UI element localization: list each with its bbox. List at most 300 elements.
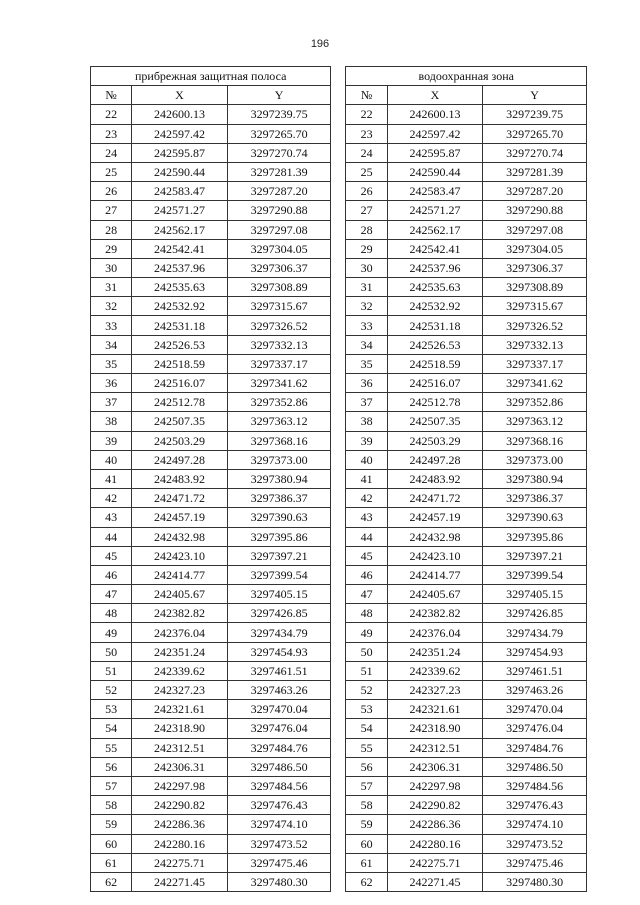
left-y-coordinate: 3297461.51 (227, 661, 331, 680)
left-y-coordinate: 3297476.04 (227, 719, 331, 738)
left-x-coordinate: 242590.44 (132, 162, 228, 181)
left-point-number: 58 (91, 796, 132, 815)
left-x-coordinate: 242503.29 (132, 431, 228, 450)
right-y-coordinate: 3297380.94 (483, 469, 587, 488)
left-y-coordinate: 3297390.63 (227, 508, 331, 527)
right-point-number: 36 (346, 374, 387, 393)
right-point-number: 24 (346, 143, 387, 162)
left-x-coordinate: 242405.67 (132, 585, 228, 604)
right-point-number: 27 (346, 201, 387, 220)
left-y-coordinate: 3297373.00 (227, 450, 331, 469)
right-y-coordinate: 3297484.76 (483, 738, 587, 757)
left-x-coordinate: 242507.35 (132, 412, 228, 431)
left-y-coordinate: 3297454.93 (227, 642, 331, 661)
right-y-coordinate: 3297480.30 (483, 872, 587, 891)
left-point-number: 61 (91, 853, 132, 872)
right-x-coordinate: 242297.98 (387, 776, 483, 795)
table-row (91, 681, 587, 700)
right-x-coordinate: 242583.47 (387, 182, 483, 201)
right-y-coordinate: 3297332.13 (483, 335, 587, 354)
right-y-coordinate: 3297308.89 (483, 278, 587, 297)
right-x-coordinate: 242512.78 (387, 393, 483, 412)
right-point-number: 23 (346, 124, 387, 143)
left-point-number: 42 (91, 489, 132, 508)
right-x-coordinate: 242503.29 (387, 431, 483, 450)
right-x-coordinate: 242597.42 (387, 124, 483, 143)
right-x-coordinate: 242405.67 (387, 585, 483, 604)
right-x-coordinate: 242339.62 (387, 661, 483, 680)
column-gap (331, 508, 346, 527)
column-gap (331, 661, 346, 680)
right-y-coordinate: 3297476.04 (483, 719, 587, 738)
right-y-coordinate: 3297463.26 (483, 681, 587, 700)
table-row (91, 834, 587, 853)
left-y-coordinate: 3297337.17 (227, 354, 331, 373)
right-y-coordinate: 3297304.05 (483, 239, 587, 258)
right-point-number: 38 (346, 412, 387, 431)
table-row (91, 297, 587, 316)
right-x-coordinate: 242471.72 (387, 489, 483, 508)
left-y-coordinate: 3297315.67 (227, 297, 331, 316)
table-row (91, 527, 587, 546)
right-y-coordinate: 3297306.37 (483, 258, 587, 277)
column-gap (331, 853, 346, 872)
right-x-coordinate: 242516.07 (387, 374, 483, 393)
right-x-coordinate: 242535.63 (387, 278, 483, 297)
column-gap (331, 201, 346, 220)
column-gap (331, 719, 346, 738)
table-row (91, 105, 587, 124)
right-x-coordinate: 242321.61 (387, 700, 483, 719)
left-point-number: 48 (91, 604, 132, 623)
left-y-coordinate: 3297290.88 (227, 201, 331, 220)
left-y-coordinate: 3297434.79 (227, 623, 331, 642)
left-x-coordinate: 242562.17 (132, 220, 228, 239)
right-point-number: 43 (346, 508, 387, 527)
left-x-coordinate: 242597.42 (132, 124, 228, 143)
table-row (91, 201, 587, 220)
right-x-coordinate: 242571.27 (387, 201, 483, 220)
right-y-coordinate: 3297395.86 (483, 527, 587, 546)
table-title-row (91, 67, 587, 86)
table-row (91, 796, 587, 815)
left-y-coordinate: 3297463.26 (227, 681, 331, 700)
table-row (91, 431, 587, 450)
right-point-number: 29 (346, 239, 387, 258)
right-y-coordinate: 3297239.75 (483, 105, 587, 124)
column-gap (331, 604, 346, 623)
right-y-coordinate: 3297476.43 (483, 796, 587, 815)
page-number: 196 (310, 38, 330, 50)
left-x-coordinate: 242497.28 (132, 450, 228, 469)
right-y-coordinate: 3297405.15 (483, 585, 587, 604)
right-y-coordinate: 3297461.51 (483, 661, 587, 680)
table-row (91, 853, 587, 872)
table-row (91, 374, 587, 393)
left-point-number: 35 (91, 354, 132, 373)
right-point-number: 61 (346, 853, 387, 872)
table-row (91, 565, 587, 584)
right-y-coordinate: 3297390.63 (483, 508, 587, 527)
table-row (91, 623, 587, 642)
left-y-coordinate: 3297484.76 (227, 738, 331, 757)
left-y-coordinate: 3297308.89 (227, 278, 331, 297)
left-y-coordinate: 3297405.15 (227, 585, 331, 604)
left-x-coordinate: 242483.92 (132, 469, 228, 488)
table-row (91, 182, 587, 201)
left-header-x: X (132, 86, 228, 105)
left-point-number: 26 (91, 182, 132, 201)
table-row (91, 316, 587, 335)
right-point-number: 44 (346, 527, 387, 546)
right-point-number: 55 (346, 738, 387, 757)
table-row (91, 220, 587, 239)
left-y-coordinate: 3297297.08 (227, 220, 331, 239)
left-y-coordinate: 3297332.13 (227, 335, 331, 354)
column-gap (331, 757, 346, 776)
table-row (91, 239, 587, 258)
right-header-y: Y (483, 86, 587, 105)
left-y-coordinate: 3297239.75 (227, 105, 331, 124)
left-point-number: 55 (91, 738, 132, 757)
left-point-number: 60 (91, 834, 132, 853)
right-x-coordinate: 242275.71 (387, 853, 483, 872)
left-x-coordinate: 242423.10 (132, 546, 228, 565)
left-point-number: 45 (91, 546, 132, 565)
right-header-no: № (346, 86, 387, 105)
column-gap (331, 393, 346, 412)
left-x-coordinate: 242542.41 (132, 239, 228, 258)
right-y-coordinate: 3297486.50 (483, 757, 587, 776)
column-gap (331, 546, 346, 565)
left-y-coordinate: 3297304.05 (227, 239, 331, 258)
table-row (91, 815, 587, 834)
left-point-number: 22 (91, 105, 132, 124)
left-y-coordinate: 3297475.46 (227, 853, 331, 872)
column-gap (331, 297, 346, 316)
left-point-number: 36 (91, 374, 132, 393)
right-x-coordinate: 242497.28 (387, 450, 483, 469)
right-point-number: 31 (346, 278, 387, 297)
left-y-coordinate: 3297476.43 (227, 796, 331, 815)
table-row (91, 162, 587, 181)
right-point-number: 41 (346, 469, 387, 488)
left-x-coordinate: 242339.62 (132, 661, 228, 680)
left-y-coordinate: 3297368.16 (227, 431, 331, 450)
right-y-coordinate: 3297426.85 (483, 604, 587, 623)
right-point-number: 45 (346, 546, 387, 565)
left-x-coordinate: 242297.98 (132, 776, 228, 795)
left-y-coordinate: 3297397.21 (227, 546, 331, 565)
left-point-number: 54 (91, 719, 132, 738)
table-row (91, 508, 587, 527)
column-gap (331, 796, 346, 815)
left-point-number: 31 (91, 278, 132, 297)
left-y-coordinate: 3297426.85 (227, 604, 331, 623)
column-gap (331, 431, 346, 450)
table-row (91, 469, 587, 488)
left-x-coordinate: 242306.31 (132, 757, 228, 776)
column-gap (331, 162, 346, 181)
left-x-coordinate: 242535.63 (132, 278, 228, 297)
coordinates-table (90, 66, 587, 892)
left-y-coordinate: 3297395.86 (227, 527, 331, 546)
right-x-coordinate: 242526.53 (387, 335, 483, 354)
right-x-coordinate: 242432.98 (387, 527, 483, 546)
left-x-coordinate: 242290.82 (132, 796, 228, 815)
left-point-number: 37 (91, 393, 132, 412)
right-point-number: 30 (346, 258, 387, 277)
left-x-coordinate: 242321.61 (132, 700, 228, 719)
left-y-coordinate: 3297380.94 (227, 469, 331, 488)
table-row (91, 700, 587, 719)
left-point-number: 39 (91, 431, 132, 450)
column-gap (331, 565, 346, 584)
left-point-number: 46 (91, 565, 132, 584)
right-x-coordinate: 242457.19 (387, 508, 483, 527)
table-row (91, 335, 587, 354)
left-x-coordinate: 242271.45 (132, 872, 228, 891)
column-gap (331, 105, 346, 124)
right-point-number: 34 (346, 335, 387, 354)
left-y-coordinate: 3297470.04 (227, 700, 331, 719)
column-gap (331, 67, 346, 86)
column-gap (331, 335, 346, 354)
right-y-coordinate: 3297397.21 (483, 546, 587, 565)
right-point-number: 59 (346, 815, 387, 834)
table-row (91, 450, 587, 469)
left-point-number: 41 (91, 469, 132, 488)
right-x-coordinate: 242271.45 (387, 872, 483, 891)
right-point-number: 62 (346, 872, 387, 891)
right-y-coordinate: 3297434.79 (483, 623, 587, 642)
left-x-coordinate: 242382.82 (132, 604, 228, 623)
right-point-number: 49 (346, 623, 387, 642)
left-y-coordinate: 3297287.20 (227, 182, 331, 201)
column-gap (331, 86, 346, 105)
left-x-coordinate: 242583.47 (132, 182, 228, 201)
right-x-coordinate: 242518.59 (387, 354, 483, 373)
column-gap (331, 738, 346, 757)
left-point-number: 25 (91, 162, 132, 181)
right-y-coordinate: 3297341.62 (483, 374, 587, 393)
column-gap (331, 182, 346, 201)
right-y-coordinate: 3297373.00 (483, 450, 587, 469)
left-x-coordinate: 242595.87 (132, 143, 228, 162)
left-point-number: 24 (91, 143, 132, 162)
left-x-coordinate: 242275.71 (132, 853, 228, 872)
left-header-y: Y (227, 86, 331, 105)
column-gap (331, 412, 346, 431)
left-point-number: 53 (91, 700, 132, 719)
left-point-number: 28 (91, 220, 132, 239)
table-row (91, 719, 587, 738)
right-point-number: 52 (346, 681, 387, 700)
right-point-number: 48 (346, 604, 387, 623)
column-gap (331, 681, 346, 700)
left-point-number: 23 (91, 124, 132, 143)
right-y-coordinate: 3297473.52 (483, 834, 587, 853)
right-point-number: 46 (346, 565, 387, 584)
table-row (91, 354, 587, 373)
column-gap (331, 450, 346, 469)
left-x-coordinate: 242286.36 (132, 815, 228, 834)
column-gap (331, 872, 346, 891)
right-point-number: 26 (346, 182, 387, 201)
left-x-coordinate: 242376.04 (132, 623, 228, 642)
right-y-coordinate: 3297290.88 (483, 201, 587, 220)
left-y-coordinate: 3297281.39 (227, 162, 331, 181)
right-y-coordinate: 3297363.12 (483, 412, 587, 431)
right-x-coordinate: 242306.31 (387, 757, 483, 776)
right-point-number: 39 (346, 431, 387, 450)
left-x-coordinate: 242516.07 (132, 374, 228, 393)
column-gap (331, 354, 346, 373)
table-row (91, 489, 587, 508)
right-x-coordinate: 242376.04 (387, 623, 483, 642)
right-x-coordinate: 242532.92 (387, 297, 483, 316)
left-point-number: 57 (91, 776, 132, 795)
column-gap (331, 316, 346, 335)
left-header-no: № (91, 86, 132, 105)
left-x-coordinate: 242600.13 (132, 105, 228, 124)
right-x-coordinate: 242290.82 (387, 796, 483, 815)
right-x-coordinate: 242590.44 (387, 162, 483, 181)
right-y-coordinate: 3297484.56 (483, 776, 587, 795)
right-x-coordinate: 242318.90 (387, 719, 483, 738)
left-y-coordinate: 3297484.56 (227, 776, 331, 795)
right-x-coordinate: 242537.96 (387, 258, 483, 277)
table-row (91, 738, 587, 757)
left-y-coordinate: 3297486.50 (227, 757, 331, 776)
table-row (91, 412, 587, 431)
right-y-coordinate: 3297470.04 (483, 700, 587, 719)
right-x-coordinate: 242562.17 (387, 220, 483, 239)
left-x-coordinate: 242327.23 (132, 681, 228, 700)
left-point-number: 49 (91, 623, 132, 642)
left-y-coordinate: 3297474.10 (227, 815, 331, 834)
left-point-number: 43 (91, 508, 132, 527)
left-x-coordinate: 242512.78 (132, 393, 228, 412)
table-row (91, 585, 587, 604)
column-gap (331, 374, 346, 393)
table-row (91, 546, 587, 565)
right-x-coordinate: 242595.87 (387, 143, 483, 162)
right-y-coordinate: 3297386.37 (483, 489, 587, 508)
left-point-number: 51 (91, 661, 132, 680)
right-point-number: 35 (346, 354, 387, 373)
left-point-number: 50 (91, 642, 132, 661)
table-row (91, 757, 587, 776)
right-y-coordinate: 3297454.93 (483, 642, 587, 661)
table-row (91, 642, 587, 661)
left-x-coordinate: 242432.98 (132, 527, 228, 546)
table-row (91, 124, 587, 143)
left-y-coordinate: 3297265.70 (227, 124, 331, 143)
left-y-coordinate: 3297270.74 (227, 143, 331, 162)
left-y-coordinate: 3297326.52 (227, 316, 331, 335)
table-header-row (91, 86, 587, 105)
left-point-number: 27 (91, 201, 132, 220)
right-y-coordinate: 3297352.86 (483, 393, 587, 412)
right-header-x: X (387, 86, 483, 105)
right-x-coordinate: 242531.18 (387, 316, 483, 335)
column-gap (331, 642, 346, 661)
left-point-number: 32 (91, 297, 132, 316)
left-y-coordinate: 3297473.52 (227, 834, 331, 853)
right-y-coordinate: 3297399.54 (483, 565, 587, 584)
left-x-coordinate: 242471.72 (132, 489, 228, 508)
right-x-coordinate: 242312.51 (387, 738, 483, 757)
left-x-coordinate: 242518.59 (132, 354, 228, 373)
right-point-number: 33 (346, 316, 387, 335)
right-point-number: 47 (346, 585, 387, 604)
right-x-coordinate: 242423.10 (387, 546, 483, 565)
right-x-coordinate: 242382.82 (387, 604, 483, 623)
left-x-coordinate: 242537.96 (132, 258, 228, 277)
table-row (91, 258, 587, 277)
right-y-coordinate: 3297337.17 (483, 354, 587, 373)
left-point-number: 44 (91, 527, 132, 546)
right-y-coordinate: 3297475.46 (483, 853, 587, 872)
right-y-coordinate: 3297270.74 (483, 143, 587, 162)
left-x-coordinate: 242532.92 (132, 297, 228, 316)
right-point-number: 32 (346, 297, 387, 316)
left-point-number: 56 (91, 757, 132, 776)
right-y-coordinate: 3297265.70 (483, 124, 587, 143)
left-point-number: 38 (91, 412, 132, 431)
left-point-number: 62 (91, 872, 132, 891)
column-gap (331, 527, 346, 546)
left-y-coordinate: 3297352.86 (227, 393, 331, 412)
column-gap (331, 469, 346, 488)
column-gap (331, 700, 346, 719)
right-point-number: 25 (346, 162, 387, 181)
left-y-coordinate: 3297306.37 (227, 258, 331, 277)
column-gap (331, 143, 346, 162)
right-y-coordinate: 3297315.67 (483, 297, 587, 316)
left-point-number: 30 (91, 258, 132, 277)
right-y-coordinate: 3297287.20 (483, 182, 587, 201)
right-x-coordinate: 242280.16 (387, 834, 483, 853)
right-y-coordinate: 3297297.08 (483, 220, 587, 239)
right-x-coordinate: 242414.77 (387, 565, 483, 584)
left-y-coordinate: 3297480.30 (227, 872, 331, 891)
column-gap (331, 776, 346, 795)
column-gap (331, 124, 346, 143)
left-x-coordinate: 242280.16 (132, 834, 228, 853)
right-point-number: 22 (346, 105, 387, 124)
right-y-coordinate: 3297281.39 (483, 162, 587, 181)
right-point-number: 57 (346, 776, 387, 795)
left-point-number: 47 (91, 585, 132, 604)
left-y-coordinate: 3297399.54 (227, 565, 331, 584)
right-point-number: 56 (346, 757, 387, 776)
table-body (91, 105, 587, 892)
left-x-coordinate: 242312.51 (132, 738, 228, 757)
table-row (91, 776, 587, 795)
column-gap (331, 489, 346, 508)
table-row (91, 872, 587, 891)
column-gap (331, 623, 346, 642)
left-x-coordinate: 242457.19 (132, 508, 228, 527)
table-row (91, 604, 587, 623)
right-section-title: водоохранная зона (346, 67, 587, 86)
right-x-coordinate: 242507.35 (387, 412, 483, 431)
left-section-title: прибрежная защитная полоса (91, 67, 331, 86)
left-point-number: 40 (91, 450, 132, 469)
table-row (91, 278, 587, 297)
